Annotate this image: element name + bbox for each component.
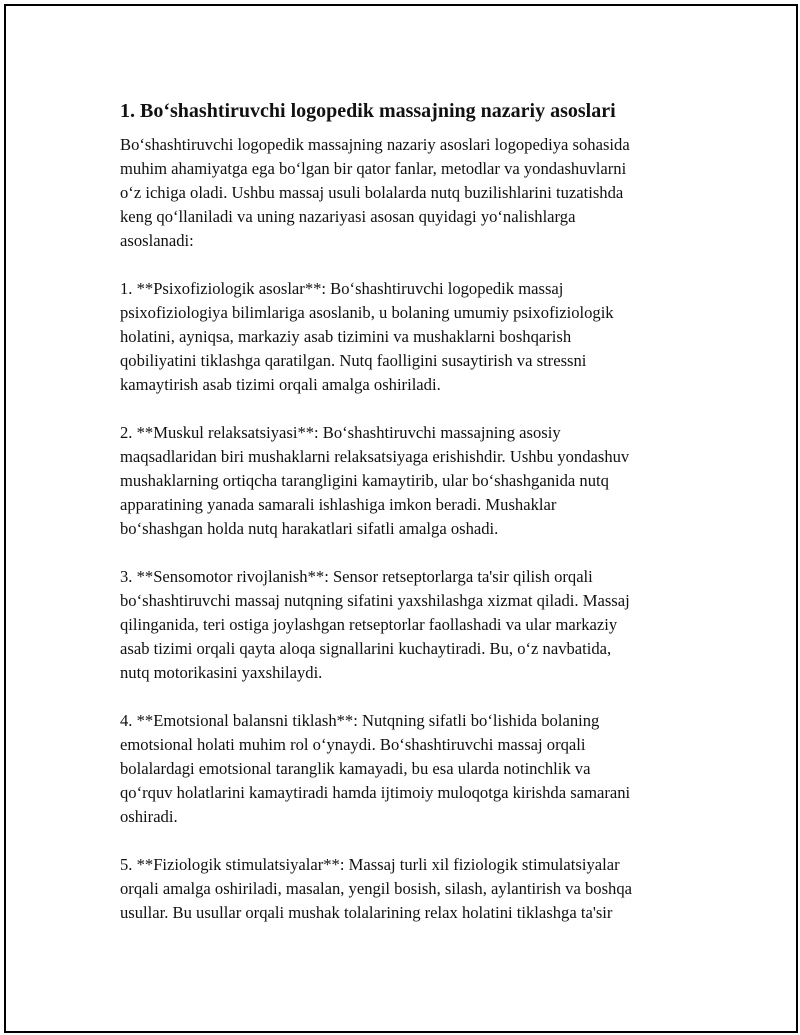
text-line: bo‘shashtiruvchi massaj nutqning sifatini yaxshilashga xizmat qiladi. Massaj: [120, 591, 630, 610]
paragraph-item-4: [120, 709, 700, 829]
text-line: 4. **Emotsional balansni tiklash**: Nutqning sifatli bo‘lishida bolaning: [120, 711, 600, 730]
section-heading: 1. Bo‘shashtiruvchi logopedik massajning nazariy asoslari: [120, 100, 616, 122]
text-line: o‘z ichiga oladi. Ushbu massaj usuli bolalarda nutq buzilishlarini tuzatishda: [120, 183, 624, 202]
text-line: maqsadlaridan biri mushaklarni relaksatsiyaga erishishdir. Ushbu yondashuv: [120, 447, 630, 466]
text-line: 3. **Sensomotor rivojlanish**: Sensor retseptorlarga ta'sir qilish orqali: [120, 567, 593, 586]
text-line: mushaklarning ortiqcha tarangligini kamaytirib, ular bo‘shashganida nutq: [120, 471, 609, 490]
document-content: [120, 97, 700, 949]
paragraph-intro: [120, 133, 700, 253]
text-line: qilinganida, teri ostiga joylashgan retseptorlar faollashadi va ular markaziy: [120, 615, 618, 634]
text-line: 5. **Fiziologik stimulatsiyalar**: Massaj turli xil fiziologik stimulatsiyalar: [120, 855, 620, 874]
text-line: bo‘shashgan holda nutq harakatlari sifatli amalga oshadi.: [120, 519, 499, 538]
text-line: qo‘rquv holatlarini kamaytiradi hamda ijtimoiy muloqotga kirishda samarani: [120, 783, 631, 802]
text-line: apparatining yanada samarali ishlashiga imkon beradi. Mushaklar: [120, 495, 557, 514]
paragraph-item-5: [120, 853, 700, 925]
text-line: psixofiziologiya bilimlariga asoslanib, u bolaning umumiy psixofiziologik: [120, 303, 614, 322]
text-line: emotsional holati muhim rol o‘ynaydi. Bo‘shashtiruvchi massaj orqali: [120, 735, 586, 754]
text-line: nutq motorikasini yaxshilaydi.: [120, 663, 323, 682]
text-line: asab tizimi orqali qayta aloqa signallarini kuchaytiradi. Bu, o‘z navbatida,: [120, 639, 612, 658]
text-line: asoslanadi:: [120, 231, 194, 250]
paragraph-item-3: [120, 565, 700, 685]
text-line: 2. **Muskul relaksatsiyasi**: Bo‘shashtiruvchi massajning asosiy: [120, 423, 561, 442]
text-line: orqali amalga oshiriladi, masalan, yengil bosish, silash, aylantirish va boshqa: [120, 879, 632, 898]
text-line: bolalardagi emotsional taranglik kamayadi, bu esa ularda notinchlik va: [120, 759, 591, 778]
text-line: qobiliyatini tiklashga qaratilgan. Nutq faolligini susaytirish va stressni: [120, 351, 587, 370]
text-line: usullar. Bu usullar orqali mushak tolalarining relax holatini tiklashga ta'sir: [120, 903, 613, 922]
text-line: holatini, ayniqsa, markaziy asab tizimini va mushaklarni boshqarish: [120, 327, 572, 346]
text-line: keng qo‘llaniladi va uning nazariyasi asosan quyidagi yo‘nalishlarga: [120, 207, 576, 226]
text-line: oshiradi.: [120, 807, 178, 826]
document-page: [4, 4, 798, 1033]
text-line: kamaytirish asab tizimi orqali amalga oshiriladi.: [120, 375, 441, 394]
text-line: 1. **Psixofiziologik asoslar**: Bo‘shashtiruvchi logopedik massaj: [120, 279, 564, 298]
text-line: Bo‘shashtiruvchi logopedik massajning nazariy asoslari logopediya sohasida: [120, 135, 630, 154]
paragraph-item-1: [120, 277, 700, 397]
paragraph-item-2: [120, 421, 700, 541]
text-line: muhim ahamiyatga ega bo‘lgan bir qator fanlar, metodlar va yondashuvlarni: [120, 159, 627, 178]
